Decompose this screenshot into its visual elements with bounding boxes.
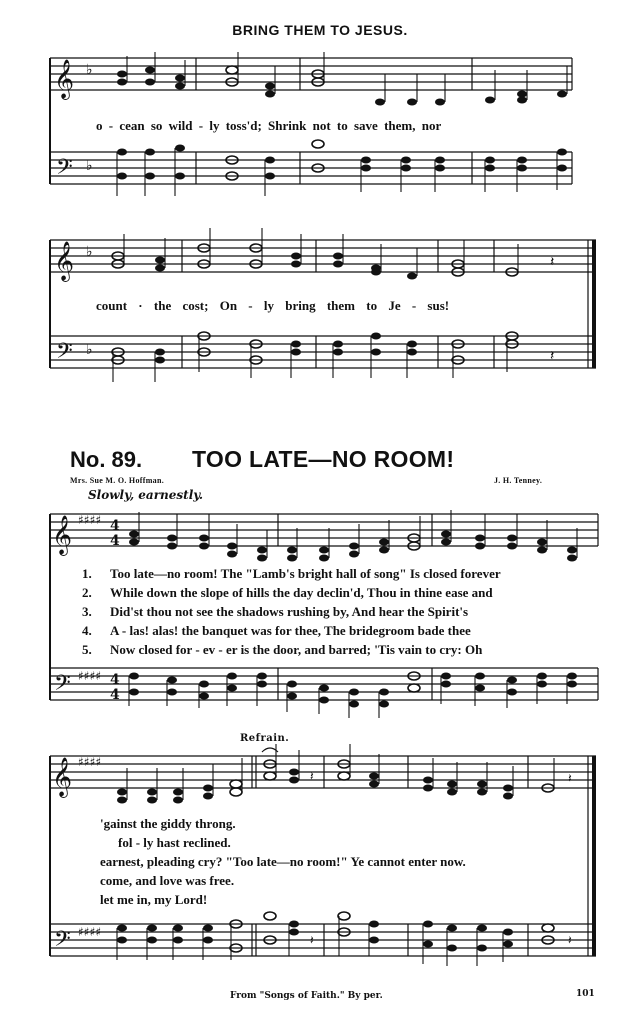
refrain-line-3: earnest, pleading cry? "Too late—no room!" Ye cannot enter now. [100,854,466,869]
svg-text:♯♯♯♯: ♯♯♯♯ [78,755,102,769]
svg-text:♭: ♭ [86,244,93,260]
verse-line-3 [82,604,468,620]
verse-number: 3. [82,604,92,619]
verse-text: Did'st thou not see the shadows rushing by, And hear the Spirit's [110,604,469,619]
verse-number: 4. [82,623,92,638]
svg-text:𝄢: 𝄢 [54,671,71,701]
verse-line-5 [82,642,482,658]
svg-text:𝄞: 𝄞 [52,757,73,797]
page-number: 101 [576,989,595,999]
svg-text:𝄢: 𝄢 [56,339,73,369]
verse-line-1 [82,566,501,582]
top-lyrics-line-2: count · the cost; On - ly bring them to Je - sus! [96,298,450,313]
source-credit: From "Songs of Faith." By per. [230,991,383,1001]
svg-text:4: 4 [110,533,120,549]
svg-text:♭: ♭ [86,62,93,78]
top-song-title: BRING THEM TO JESUS. [232,22,408,38]
hymn-number: No. 89. [70,447,143,472]
svg-text:4: 4 [110,518,120,534]
refrain-line-4: come, and love was free. [100,873,235,888]
hymn-composer: J. H. Tenney. [494,476,543,485]
svg-text:♯♯♯♯: ♯♯♯♯ [78,669,102,683]
hymn-title: TOO LATE—NO ROOM! [192,446,455,472]
svg-text:♯♯♯♯: ♯♯♯♯ [78,513,102,527]
svg-text:♭: ♭ [86,342,93,358]
verse-text: Now closed for - ev - er is the door, and barred; 'Tis vain to cry: Oh [110,642,483,657]
svg-text:𝄢: 𝄢 [56,155,73,185]
svg-text:𝄢: 𝄢 [54,927,71,957]
svg-text:𝄞: 𝄞 [54,59,75,99]
svg-text:𝄞: 𝄞 [54,241,75,281]
svg-text:𝄞: 𝄞 [52,515,73,555]
tempo-marking: Slowly, earnestly. [88,488,204,502]
svg-text:𝄽: 𝄽 [568,933,572,947]
svg-text:♯♯♯♯: ♯♯♯♯ [78,925,102,939]
verse-number: 5. [82,642,92,657]
verse-text: A - las! alas! the banquet was for thee, The bridegroom bade thee [110,623,471,638]
hymn-author: Mrs. Sue M. O. Hoffman. [70,476,165,485]
verse-line-2 [82,585,493,601]
svg-text:𝄽: 𝄽 [568,771,572,785]
refrain-label: Refrain. [240,733,290,744]
svg-text:𝄽: 𝄽 [550,254,555,270]
refrain-line-2: fol - ly hast reclined. [118,835,231,850]
svg-text:4: 4 [110,687,120,703]
refrain-line-5: let me in, my Lord! [100,892,208,907]
svg-text:4: 4 [110,672,120,688]
svg-text:𝄽: 𝄽 [310,769,314,783]
verse-line-4 [82,623,471,639]
top-lyrics-line-1: o - cean so wild - ly toss'd; Shrink not to save them, nor [96,118,442,133]
svg-text:♭: ♭ [86,158,93,174]
refrain-line-1: 'gainst the giddy throng. [100,816,236,831]
verse-number: 1. [82,566,92,581]
svg-text:𝄽: 𝄽 [310,933,314,947]
verse-number: 2. [82,585,92,600]
svg-text:𝄽: 𝄽 [550,348,555,364]
verse-text: While down the slope of hills the day declin'd, Thou in thine ease and [110,585,493,600]
verse-text: Too late—no room! The "Lamb's bright hall of song" Is closed forever [110,566,501,581]
